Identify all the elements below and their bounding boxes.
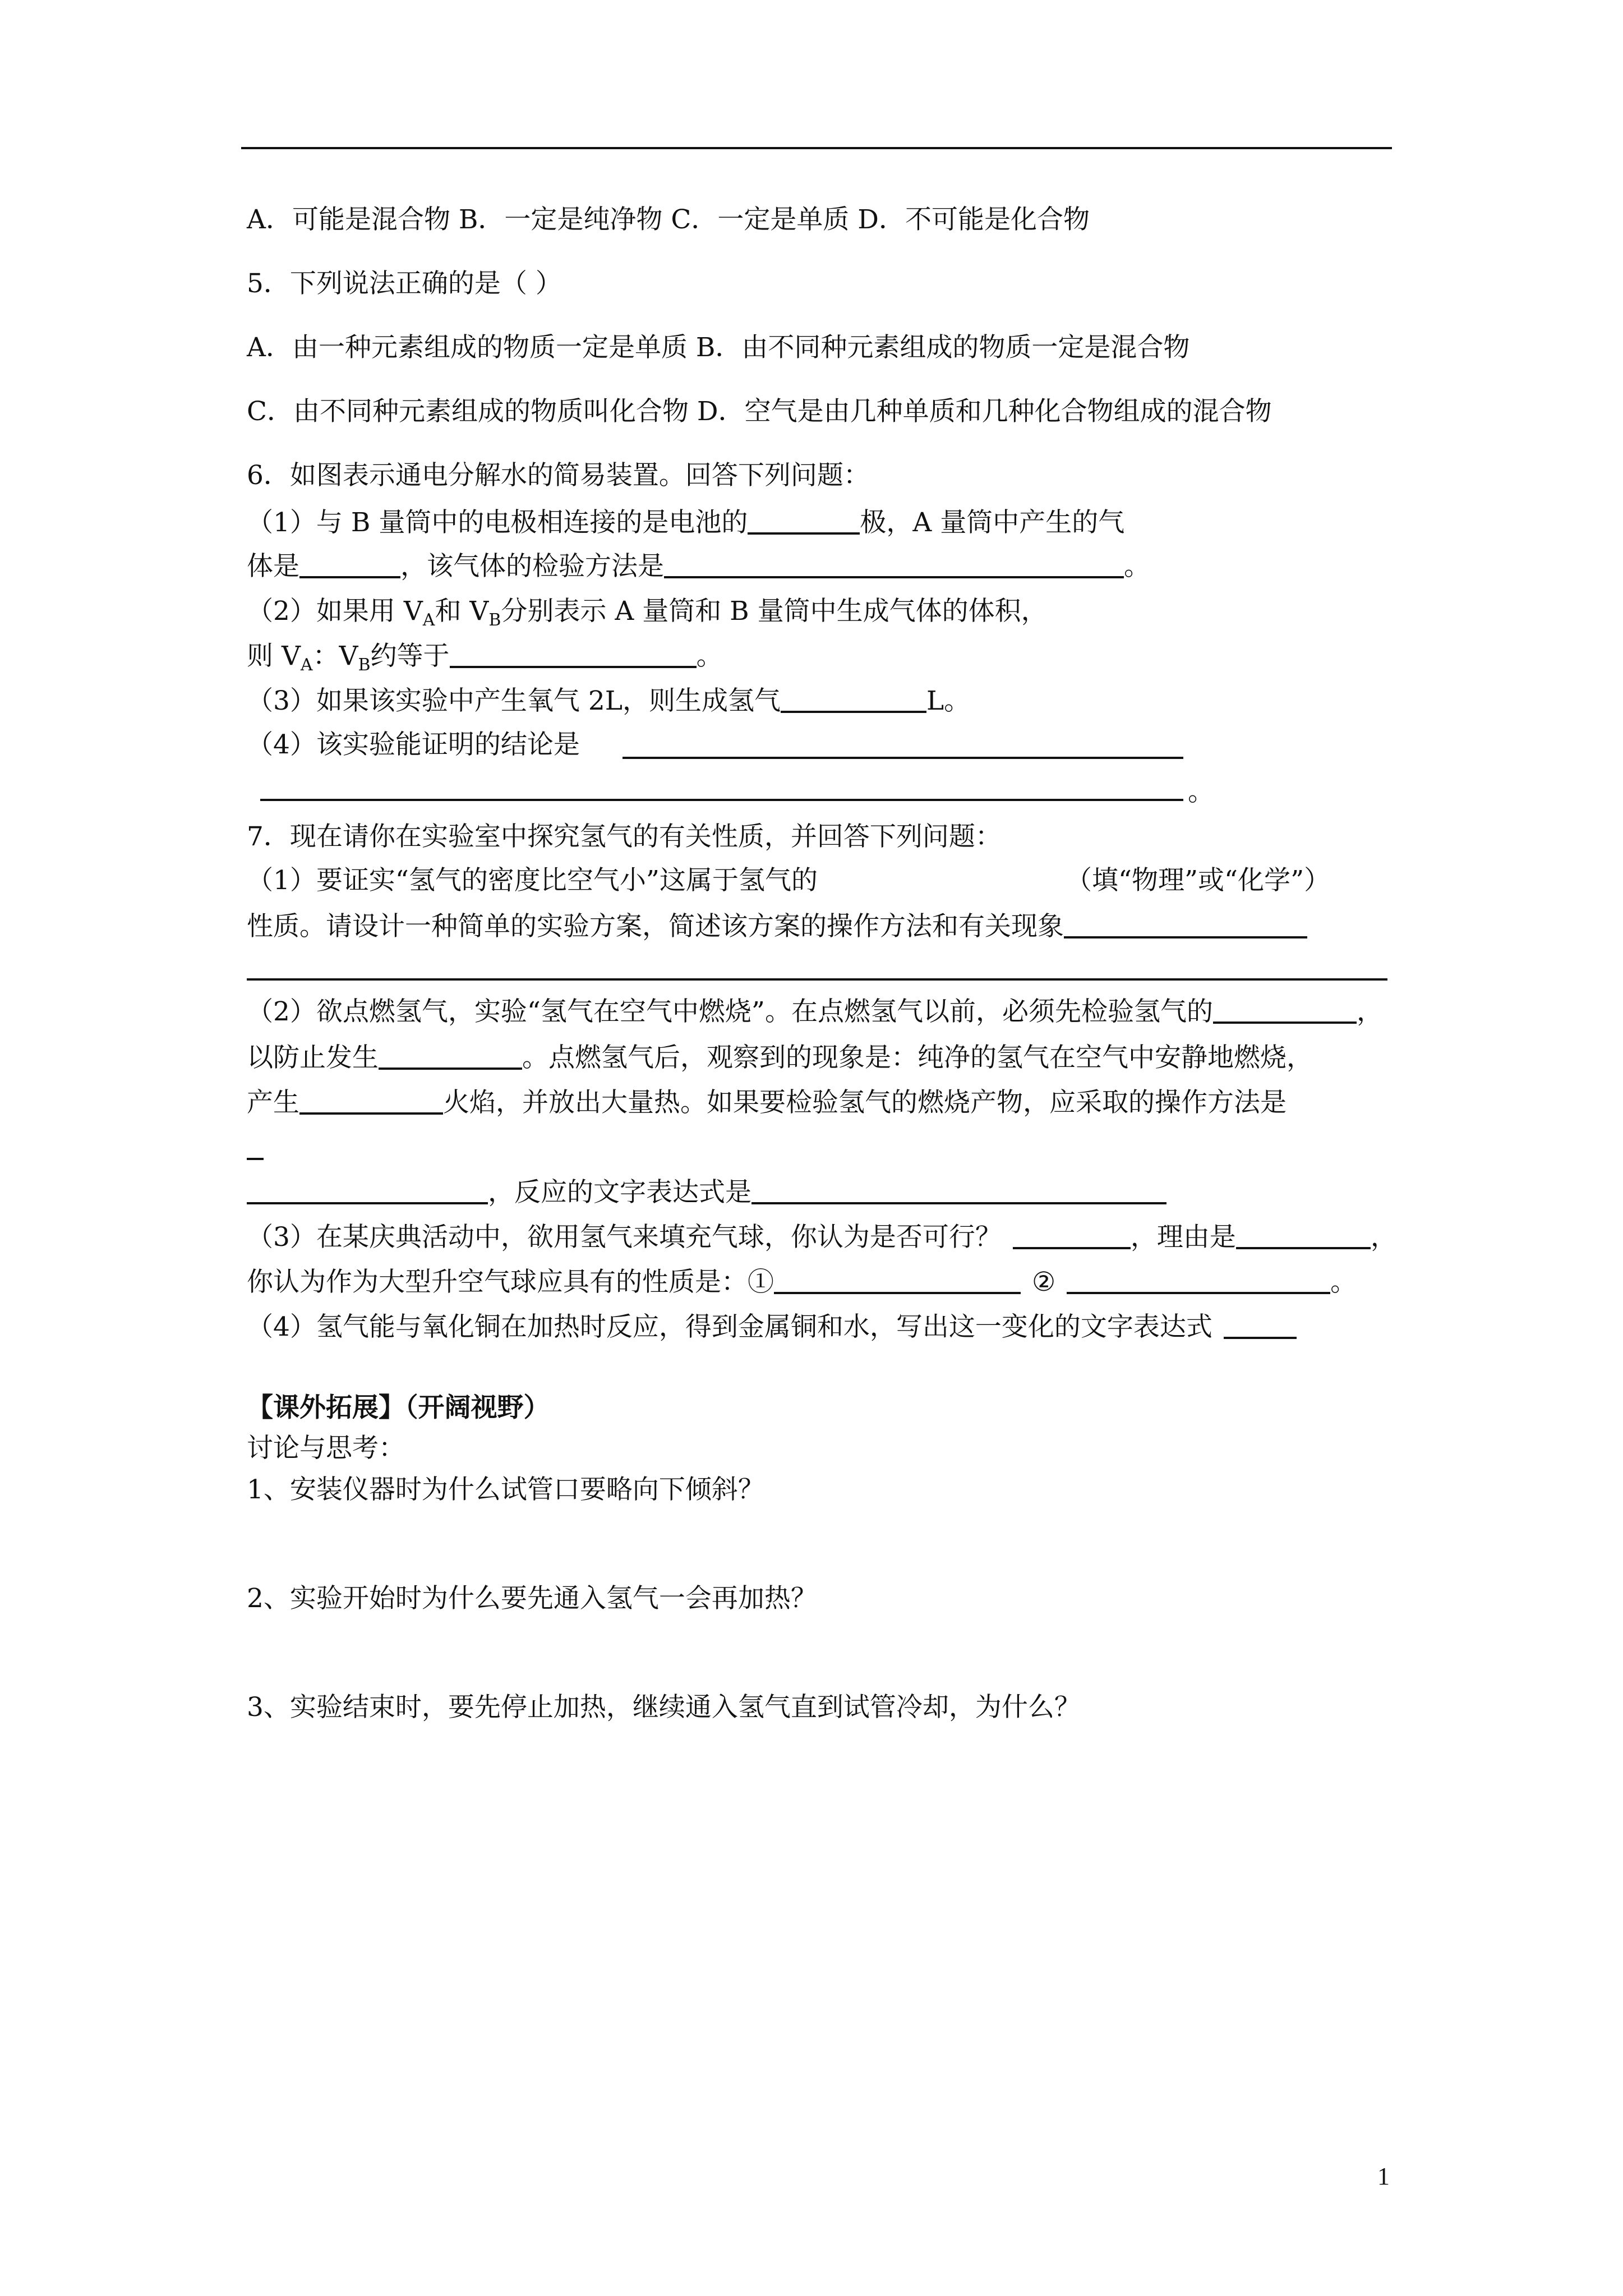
blank bbox=[1067, 1267, 1330, 1294]
q6-part2-line1: （2）如果用 $V_A$和 $V_B$分别表示 A 量筒和 B 量筒中生成气体的体积， bbox=[247, 596, 1048, 630]
extension-question-2: 2、实验开始时为什么要先通入氢气一会再加热？ bbox=[247, 1583, 817, 1614]
blank bbox=[299, 1088, 443, 1115]
extension-subtitle: 讨论与思考： bbox=[247, 1433, 405, 1464]
extension-question-3: 3、实验结束时，要先停止加热，继续通入氢气直到试管冷却，为什么？ bbox=[247, 1692, 1081, 1723]
q7-part3-line2: 你认为作为大型升空气球应具有的性质是：① ② 。 bbox=[247, 1267, 1357, 1297]
blank bbox=[1224, 1312, 1297, 1339]
q7-part2-line3: 产生 火焰，并放出大量热。如果要检验氢气的燃烧产物，应采取的操作方法是 bbox=[247, 1087, 1287, 1118]
page-number: 1 bbox=[1377, 2162, 1390, 2190]
q6-stem: 6．如图表示通电分解水的简易装置。回答下列问题： bbox=[247, 460, 870, 491]
q5-options-cd: C．由不同种元素组成的物质叫化合物 D．空气是由几种单质和几种化合物组成的混合物 bbox=[247, 396, 1272, 427]
q6-part2-line2: 则 $V_A$：$V_B$约等于 。 bbox=[247, 641, 723, 675]
q7-part2-line1: （2）欲点燃氢气，实验“氢气在空气中燃烧”。在点燃氢气以前，必须先检验氢气的 ， bbox=[247, 996, 1383, 1027]
q7-part2-line2: 以防止发生 。点燃氢气后，观察到的现象是：纯净的氢气在空气中安静地燃烧， bbox=[247, 1042, 1313, 1073]
blank bbox=[1064, 912, 1307, 938]
blank bbox=[748, 508, 860, 535]
q7-part1-line2: 性质。请设计一种简单的实验方案，简述该方案的操作方法和有关现象 bbox=[247, 910, 1307, 944]
header-rule bbox=[241, 147, 1392, 149]
q7-part3-line1: （3）在某庆典活动中，欲用氢气来填充气球，你认为是否可行？ ，理由是 ， bbox=[247, 1222, 1397, 1253]
blank bbox=[1013, 1222, 1131, 1249]
q6-part4-line1: （4）该实验能证明的结论是 bbox=[247, 729, 580, 760]
q7-part1-line1: （1）要证实“氢气的密度比空气小”这属于氢气的 bbox=[247, 865, 818, 896]
q5-stem: 5．下列说法正确的是（ ） bbox=[247, 268, 562, 299]
extension-title: 【课外拓展】（开阔视野） bbox=[247, 1392, 550, 1423]
q6-part1-line2: 体是 ，该气体的检验方法是 。 bbox=[247, 551, 1150, 582]
q7-part2-line5: ，反应的文字表达式是 bbox=[247, 1176, 1166, 1209]
blank bbox=[1236, 1222, 1371, 1249]
q6-part1-line1: （1）与 B 量筒中的电极相连接的是电池的 极，A 量筒中产生的气 bbox=[247, 507, 1125, 538]
extension-question-1: 1、安装仪器时为什么试管口要略向下倾斜？ bbox=[247, 1474, 764, 1505]
blank bbox=[299, 551, 400, 578]
blank bbox=[774, 1267, 1021, 1294]
q6-part4-blank1 bbox=[623, 732, 1183, 759]
blank bbox=[379, 1043, 522, 1070]
q7-part2-short-blank bbox=[247, 1133, 264, 1160]
blank bbox=[751, 1177, 1166, 1204]
q6-part4-end: 。 bbox=[1188, 776, 1214, 807]
blank bbox=[1213, 997, 1357, 1024]
blank bbox=[664, 551, 1124, 578]
q7-part4: （4）氢气能与氧化铜在加热时反应，得到金属铜和水，写出这一变化的文字表达式 bbox=[247, 1310, 1297, 1344]
q7-part1-fill-hint: （填“物理”或“化学”） bbox=[1066, 865, 1331, 896]
q7-stem: 7．现在请你在实验室中探究氢气的有关性质，并回答下列问题： bbox=[247, 821, 1002, 852]
q5-options-ab: A．由一种元素组成的物质一定是单质 B．由不同种元素组成的物质一定是混合物 bbox=[247, 332, 1190, 363]
blank bbox=[450, 641, 697, 668]
blank bbox=[781, 686, 926, 713]
q6-part4-blank2 bbox=[260, 774, 1183, 801]
q4-options: A．可能是混合物 B．一定是纯净物 C．一定是单质 D．不可能是化合物 bbox=[247, 204, 1090, 235]
q7-part1-blank-full bbox=[247, 954, 1387, 981]
q6-part3: （3）如果该实验中产生氧气 2L，则生成氢气 L。 bbox=[247, 685, 971, 716]
blank bbox=[247, 1177, 488, 1204]
